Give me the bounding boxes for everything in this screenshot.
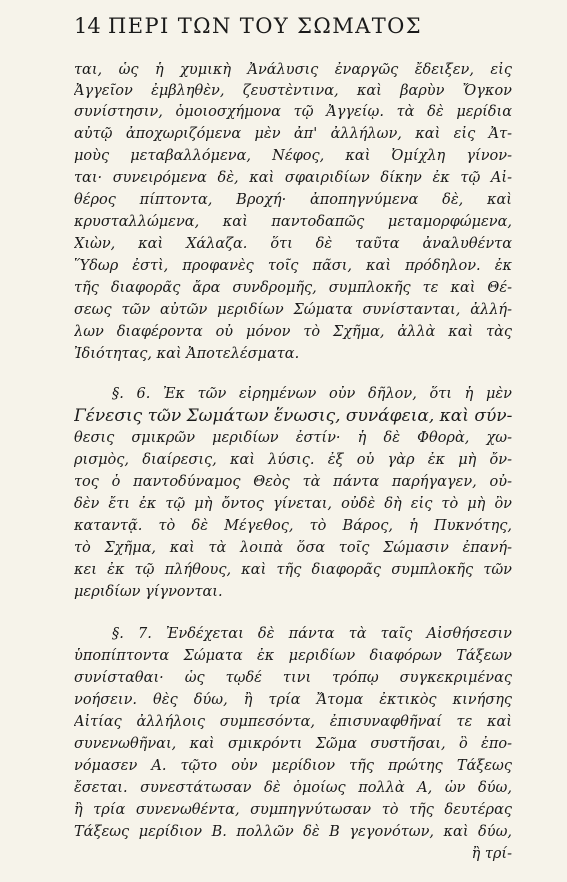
text-line: Τάξεως μερίδιον Β. πολλῶν δὲ Β γεγονότων, καὶ δύω, <box>74 824 512 840</box>
text-line: τῆς διαφορᾶς ἄρα συνδρομῆς, συμπλοκῆς τε καὶ Θέ- <box>74 280 512 296</box>
text-line: δὲν ἔτι ἐκ τῷ μὴ ὄντος γίνεται, οὐδὲ δὴ εἰς τὸ μὴ ὂν <box>74 496 512 512</box>
text-line: ὑποπίπτοντα Σώματα ἐκ μεριδίων διαφόρων Τάξεων <box>74 648 512 664</box>
text-line: θέρος πίπτοντα, Βροχή· ἀποπηγνύμενα δὲ, καὶ <box>74 192 512 208</box>
text-line: ται· συνειρόμενα δὲ, καὶ σφαιριδίων δίκην ἐκ τῷ Αἰ- <box>74 170 512 186</box>
section-heading-line: §. 6. Ἐκ τῶν εἰρημένων οὖν δῆλον, ὅτι ἡ μὲν <box>112 386 512 402</box>
text-line: λων διαφέροντα οὐ μόνον τὸ Σχῆμα, ἀλλὰ καὶ τὰς <box>74 324 512 340</box>
text-line: τος ὁ παντοδύναμος Θεὸς τὰ πάντα παρήγαγεν, οὐ- <box>74 474 512 490</box>
text-line: κρυσταλλώμενα, καὶ παντοδαπῶς μεταμορφώμενα, <box>74 214 512 230</box>
text-line: νόμασεν Α. τῷτο οὖν μερίδιον τῆς πρώτης Τάξεως <box>74 758 512 774</box>
text-line: καταντᾷ. τὸ δὲ Μέγεθος, τὸ Βάρος, ἡ Πυκνότης, <box>74 518 512 534</box>
text-line: Χιὼν, καὶ Χάλαζα. ὅτι δὲ ταῦτα ἀναλυθέντα <box>74 236 512 252</box>
text-line: τὸ Σχῆμα, καὶ τὰ λοιπὰ ὅσα τοῖς Σώμασιν ἐπανή- <box>74 540 512 556</box>
text-line: νοήσειν. θὲς δύω, ἢ τρία Ἄτομα ἐκτικὸς κινήσης <box>74 692 512 708</box>
text-line: ἔσεται. συνεστάτωσαν δὲ ὁμοίως πολλὰ Α, ὧν δύω, <box>74 780 512 796</box>
text-line: σεως τῶν αὐτῶν μεριδίων Σώματα συνίστανται, ἀλλή- <box>74 302 512 318</box>
text-line: Ἰδιότητας, καὶ Ἀποτελέσματα. <box>74 346 300 362</box>
running-head: ΠΕΡΙ ΤΩΝ ΤΟΥ ΣΩΜΑΤΟΣ <box>108 14 422 38</box>
section-heading-line: §. 7. Ἐνδέχεται δὲ πάντα τὰ ταῖς Αἰσθήσεσιν <box>112 626 512 642</box>
text-line: μοὺς μεταβαλλόμενα, Νέφος, καὶ Ὀμίχλη γίνον- <box>74 148 512 164</box>
page-header <box>74 14 514 42</box>
text-line: μεριδίων γίγνονται. <box>74 584 223 600</box>
text-line: Γένεσις τῶν Σωμάτων ἕνωσις, συνάφεια, καὶ σύν- <box>74 406 512 426</box>
text-line: συνίστησιν, ὁμοιοσχήμονα τῷ Ἀγγείῳ. τὰ δὲ μερίδια <box>74 104 512 120</box>
text-line: συνενωθῆναι, καὶ σμικρόντι Σῶμα συστῆσαι, ὃ ἐπο- <box>74 736 512 752</box>
text-line: ρισμὸς, διαίρεσις, καὶ λύσις. ἐξ οὗ γὰρ ἐκ μὴ ὄν- <box>74 452 512 468</box>
page-number: 14 <box>74 14 101 38</box>
text-line: ται, ὡς ἡ χυμικὴ Ἀνάλυσις ἐναργῶς ἔδειξεν, εἰς <box>74 62 512 78</box>
text-line: ἢ τρία συνενωθέντα, συμπηγνύτωσαν τὸ τῆς δευτέρας <box>74 802 512 818</box>
text-line: Αἰτίας ἀλλήλοις συμπεσόντα, ἐπισυναφθῆναί τε καὶ <box>74 714 512 730</box>
text-line: αὐτῷ ἀποχωριζόμενα μὲν ἀπ' ἀλλήλων, καὶ εἰς Ἀτ- <box>74 126 512 142</box>
text-line: θεσις σμικρῶν μεριδίων ἐστίν· ἡ δὲ Φθορὰ, χω- <box>74 430 512 446</box>
catchword-line: ἢ τρί- <box>471 846 512 862</box>
text-line: Ἀγγεῖον ἐμβληθὲν, ζευστὲντινα, καὶ βαρὺν Ὄγκον <box>74 83 512 99</box>
text-line: συνίσταθαι· ὡς τῳδέ τινι τρόπῳ συγκεκριμένας <box>74 670 512 686</box>
text-line: Ὕδωρ ἐστὶ, προφανὲς τοῖς πᾶσι, καὶ πρόδηλον. ἐκ <box>74 258 512 274</box>
text-line: κει ἐκ τῷ πλήθους, καὶ τῆς διαφορᾶς συμπλοκῆς τῶν <box>74 562 512 578</box>
